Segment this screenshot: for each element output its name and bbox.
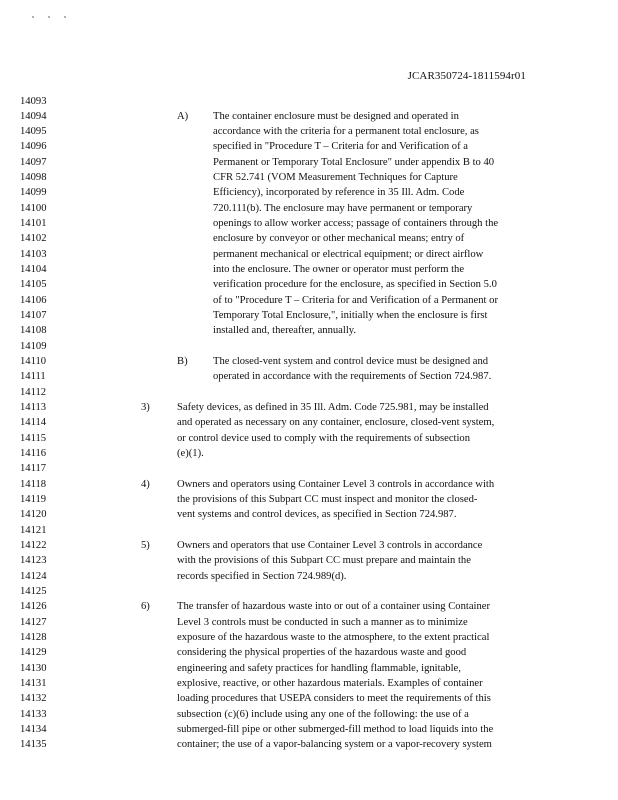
line-number: 14114: [20, 417, 47, 429]
paragraph-label: B): [177, 356, 188, 368]
line-number: 14127: [20, 616, 47, 628]
line-number: 14132: [20, 693, 47, 705]
paragraph-line: enclosure by conveyor or other mechanical means; entry of: [213, 233, 465, 245]
line-number: 14108: [20, 325, 47, 337]
line-number: 14103: [20, 248, 47, 260]
paragraph-line: or control device used to comply with the requirements of subsection: [177, 432, 471, 444]
paragraph-label: 4): [141, 478, 150, 490]
line-number: 14095: [20, 126, 47, 138]
paragraph-line: loading procedures that USEPA considers to meet the requirements of this: [177, 693, 491, 705]
line-number: 14133: [20, 708, 47, 720]
line-number: 14101: [20, 218, 47, 230]
paragraph-line: submerged-fill pipe or other submerged-fill method to load liquids into the: [177, 724, 494, 736]
line-number: 14122: [20, 540, 47, 552]
paragraph-line: the provisions of this Subpart CC must inspect and monitor the closed-: [177, 494, 478, 506]
paragraph-label: 3): [141, 402, 150, 414]
line-number: 14117: [20, 463, 47, 475]
scan-artifact-dots: [30, 16, 70, 22]
paragraph-line: container; the use of a vapor-balancing system or a vapor-recovery system: [177, 739, 492, 751]
paragraph-line: considering the physical properties of the hazardous waste and good: [177, 647, 467, 659]
paragraph-label: A): [177, 110, 189, 122]
paragraph-line: Safety devices, as defined in 35 Ill. Adm. Code 725.981, may be installed: [177, 402, 489, 414]
paragraph-line: installed and, thereafter, annually.: [213, 325, 357, 337]
paragraph-line: operated in accordance with the requirements of Section 724.987.: [213, 371, 492, 383]
paragraph-line: engineering and safety practices for handling flammable, ignitable,: [177, 662, 461, 674]
line-number: 14100: [20, 202, 47, 214]
line-number: 14118: [20, 478, 47, 490]
paragraph-line: specified in "Procedure T – Criteria for and Verification of a: [213, 141, 468, 153]
paragraph-line: verification procedure for the enclosure, as specified in Section 5.0: [213, 279, 497, 291]
paragraph-line: with the provisions of this Subpart CC must prepare and maintain the: [177, 555, 471, 567]
paragraph-line: records specified in Section 724.989(d).: [177, 570, 347, 582]
line-number: 14115: [20, 432, 47, 444]
line-number: 14116: [20, 448, 47, 460]
paragraph-line: Efficiency), incorporated by reference in 35 Ill. Adm. Code: [213, 187, 465, 199]
line-number: 14104: [20, 264, 47, 276]
line-number: 14130: [20, 662, 47, 674]
line-number: 14110: [20, 356, 47, 368]
paragraph-line: accordance with the criteria for a permanent total enclosure, as: [213, 126, 479, 138]
paragraph-line: Owners and operators using Container Level 3 controls in accordance with: [177, 478, 495, 490]
paragraph-label: 6): [141, 601, 150, 613]
line-number: 14125: [20, 586, 47, 598]
line-number: 14106: [20, 294, 47, 306]
line-number: 14129: [20, 647, 47, 659]
line-number: 14124: [20, 570, 47, 582]
line-number: 14096: [20, 141, 47, 153]
paragraph-line: of to "Procedure T – Criteria for and Verification of a Permanent or: [213, 294, 498, 306]
line-number: 14099: [20, 187, 47, 199]
paragraph-line: CFR 52.741 (VOM Measurement Techniques for Capture: [213, 172, 458, 184]
line-number: 14107: [20, 310, 47, 322]
document-id-header: JCAR350724-1811594r01: [407, 70, 526, 82]
line-number: 14131: [20, 678, 47, 690]
paragraph-label: 5): [141, 540, 150, 552]
line-number: 14097: [20, 156, 47, 168]
paragraph-line: openings to allow worker access; passage of containers through the: [213, 218, 499, 230]
paragraph-line: explosive, reactive, or other hazardous materials. Examples of container: [177, 678, 483, 690]
line-number: 14094: [20, 110, 47, 122]
line-number: 14111: [20, 371, 46, 383]
paragraph-line: subsection (c)(6) include using any one of the following: the use of a: [177, 708, 469, 720]
line-number: 14126: [20, 601, 47, 613]
paragraph-line: Temporary Total Enclosure,", initially when the enclosure is first: [213, 310, 488, 322]
paragraph-line: and operated as necessary on any container, enclosure, closed-vent system,: [177, 417, 495, 429]
line-number: 14105: [20, 279, 47, 291]
paragraph-line: (e)(1).: [177, 448, 204, 460]
paragraph-line: vent systems and control devices, as specified in Section 724.987.: [177, 509, 457, 521]
paragraph-line: The closed-vent system and control device must be designed and: [213, 356, 489, 368]
line-number: 14135: [20, 739, 47, 751]
line-number: 14134: [20, 724, 47, 736]
paragraph-line: Level 3 controls must be conducted in such a manner as to minimize: [177, 616, 468, 628]
line-number: 14102: [20, 233, 47, 245]
line-number: 14109: [20, 340, 47, 352]
paragraph-line: Owners and operators that use Container Level 3 controls in accordance: [177, 540, 483, 552]
line-number: 14098: [20, 172, 47, 184]
paragraph-line: The transfer of hazardous waste into or out of a container using Container: [177, 601, 491, 613]
line-number: 14120: [20, 509, 47, 521]
paragraph-line: 720.111(b). The enclosure may have permanent or temporary: [213, 202, 473, 214]
paragraph-line: The container enclosure must be designed and operated in: [213, 110, 459, 122]
paragraph-line: Permanent or Temporary Total Enclosure" under appendix B to 40: [213, 156, 495, 168]
paragraph-line: permanent mechanical or electrical equipment; or direct airflow: [213, 248, 484, 260]
paragraph-line: exposure of the hazardous waste to the atmosphere, to the extent practical: [177, 632, 490, 644]
line-number: 14128: [20, 632, 47, 644]
line-number: 14093: [20, 95, 47, 107]
line-number: 14112: [20, 386, 47, 398]
line-number: 14121: [20, 524, 47, 536]
line-number: 14123: [20, 555, 47, 567]
line-number: 14119: [20, 494, 47, 506]
paragraph-line: into the enclosure. The owner or operator must perform the: [213, 264, 465, 276]
line-number: 14113: [20, 402, 47, 414]
